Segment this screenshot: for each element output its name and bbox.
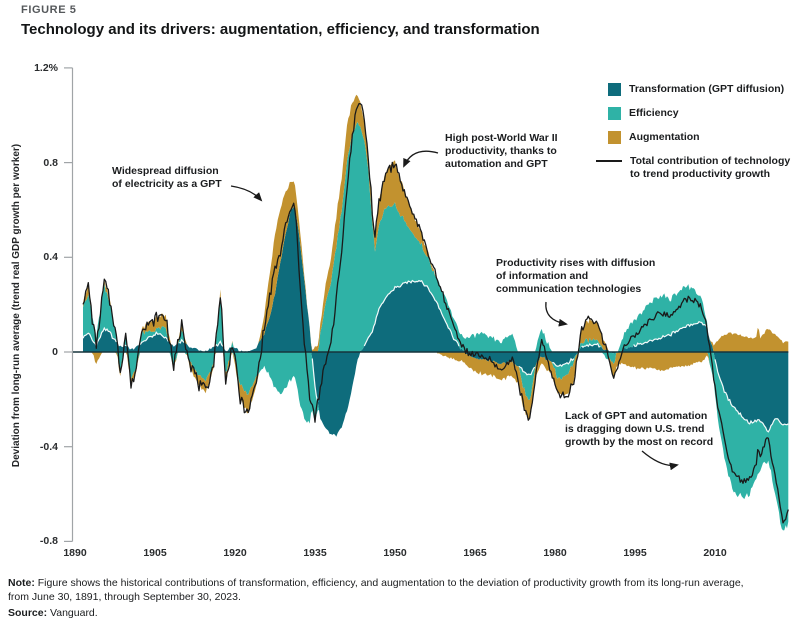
footer-note [8, 577, 794, 621]
x-tick-label: 1980 [543, 547, 567, 559]
page-title: Technology and its drivers: augmentation, efficiency, and transformation [21, 21, 540, 38]
annotation-ict: Productivity rises with diffusion of information and communication technologies [496, 257, 656, 295]
y-tick-label: -0.4 [39, 440, 58, 453]
source-text: Source: Vanguard. [8, 607, 98, 619]
y-tick-label: 1.2% [34, 61, 58, 74]
annotation-postwar: High post-World War II productivity, thanks to automation and GPT [445, 132, 558, 170]
legend-item-efficiency [608, 107, 793, 120]
legend-item-augmentation [608, 131, 793, 144]
augmentation-swatch-icon [608, 131, 621, 144]
legend-label-transformation: Transformation (GPT diffusion) [629, 83, 785, 95]
annotation-arrow-icon [404, 151, 438, 166]
total-line-icon [596, 160, 622, 162]
annotation-arrow-icon [546, 302, 566, 324]
x-tick-label: 1905 [143, 547, 167, 559]
figure-label: FIGURE 5 [21, 4, 77, 16]
legend [608, 83, 793, 191]
transformation-swatch-icon [608, 83, 621, 96]
x-tick-label: 1920 [223, 547, 247, 559]
x-tick-label: 1995 [623, 547, 647, 559]
annotation-record-drag: Lack of GPT and automation is dragging down U.S. trend growth by the most on record [565, 410, 714, 448]
legend-label-augmentation: Augmentation [629, 131, 700, 143]
legend-item-total [608, 155, 793, 180]
x-tick-label: 1965 [463, 547, 487, 559]
annotation-electricity: Widespread diffusion of electricity as a GPT [112, 165, 222, 190]
legend-item-transformation [608, 83, 793, 96]
y-axis-title: Deviation from long-run average (trend real GDP growth per worker) [11, 143, 23, 467]
y-tick-label: 0.4 [43, 251, 58, 264]
legend-label-efficiency: Efficiency [629, 107, 679, 119]
annotation-arrow-icon [231, 186, 261, 200]
legend-label-total: Total contribution of technology to trend productivity growth [630, 155, 791, 180]
note-text: Note: Figure shows the historical contributions of transformation, efficiency, and augmentation to the deviation of productivity growth from its long-run average, from June 30, 1891, through September 30, 2023. [8, 577, 744, 603]
x-tick-label: 2010 [703, 547, 727, 559]
y-tick-label: 0 [52, 346, 58, 358]
x-tick-label: 1890 [63, 547, 87, 559]
y-tick-label: 0.8 [43, 156, 58, 169]
annotation-arrow-icon [642, 451, 677, 465]
x-tick-label: 1950 [383, 547, 407, 559]
x-tick-label: 1935 [303, 547, 327, 559]
y-tick-label: -0.8 [39, 535, 58, 548]
efficiency-swatch-icon [608, 107, 621, 120]
